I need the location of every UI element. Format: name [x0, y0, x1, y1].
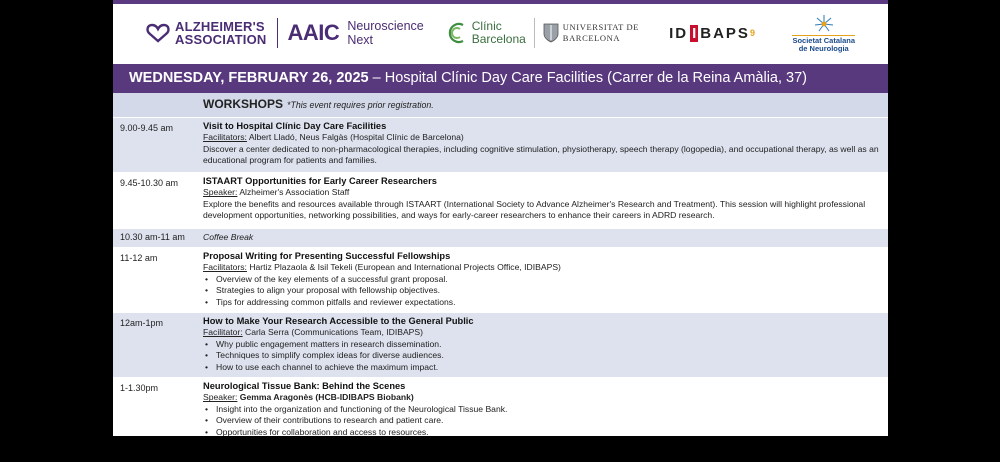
- top-purple-bar: [113, 0, 888, 4]
- idibaps-left: ID: [669, 24, 689, 42]
- alzheimers-association-logo: [145, 20, 267, 46]
- bullet-item: • Overview of their contributions to research and patient care.: [203, 415, 880, 426]
- scn-logo: [792, 13, 855, 54]
- agenda-document: [113, 0, 888, 436]
- session-time: 11-12 am: [120, 253, 158, 263]
- session-role: Facilitators:: [203, 132, 247, 143]
- bullet-item: • Overview of the key elements of a successful grant proposal.: [203, 274, 880, 285]
- aaic-sub2: Next: [347, 33, 374, 47]
- dandelion-icon: [813, 13, 835, 35]
- scn-line2: de Neurologia: [798, 44, 849, 53]
- alz-heart-icon: [145, 22, 171, 44]
- coffee-break-label: Coffee Break: [203, 232, 254, 242]
- session-title: ISTAART Opportunities for Early Career Researchers: [203, 176, 437, 186]
- bullet-item: • Opportunities for collaboration and access to resources.: [203, 427, 880, 436]
- bullet-item: • Strategies to align your proposal with fellowship objectives.: [203, 285, 880, 296]
- session-row: [113, 313, 888, 378]
- bullet-item: • Insight into the organization and functioning of the Neurological Tissue Bank.: [203, 404, 880, 415]
- session-people-line: [203, 262, 880, 273]
- aaic-logo: [288, 19, 424, 47]
- bullet-item: • How to use each channel to achieve the maximum impact.: [203, 362, 880, 373]
- alz-line1: ALZHEIMER'S: [175, 19, 265, 34]
- session-people-line: [203, 392, 880, 403]
- session-people-line: [203, 327, 880, 338]
- session-people-line: [203, 132, 880, 143]
- ub-line1: UNIVERSITAT DE: [562, 22, 640, 32]
- session-role: Facilitators:: [203, 262, 247, 273]
- session-time: 12am-1pm: [120, 318, 164, 328]
- session-time: 1-1.30pm: [120, 383, 159, 393]
- aaic-sub1: Neuroscience: [347, 19, 424, 33]
- session-description: Explore the benefits and resources available through ISTAART (International Society to Advance Alzheimer's Research and Treatment). This session will highlight professional development opportunities, networking possibilities, and ways for early-career researchers to enhance their careers in ADRD research.: [203, 198, 866, 221]
- day-header: [113, 64, 888, 93]
- coffee-break-row: [113, 229, 888, 248]
- bullet-item: • Why public engagement matters in research dissemination.: [203, 339, 880, 350]
- bullet-item: • Tips for addressing common pitfalls and reviewer expectations.: [203, 297, 880, 308]
- ub-crest-icon: [543, 23, 559, 43]
- session-row: [113, 378, 888, 436]
- logo-divider: [277, 18, 278, 48]
- session-time: 9.45-10.30 am: [120, 178, 179, 188]
- session-people-line: [203, 187, 880, 198]
- workshops-title: WORKSHOPS: [203, 97, 284, 111]
- session-people: Hartiz Plazaola & Isil Tekeli (European and International Projects Office, IDIBAPS): [246, 262, 561, 273]
- session-row: [113, 173, 888, 229]
- day-header-date: WEDNESDAY, FEBRUARY 26, 2025: [129, 70, 369, 86]
- idibaps-right: BAPS: [700, 24, 750, 42]
- session-people: Alzheimer's Association Staff: [237, 187, 350, 198]
- ub-logo: [543, 22, 639, 44]
- logo-divider: [534, 18, 535, 48]
- idibaps-logo: [669, 25, 757, 42]
- session-role: Facilitator:: [203, 327, 243, 338]
- session-title: How to Make Your Research Accessible to the General Public: [203, 316, 474, 326]
- session-row: [113, 248, 888, 313]
- session-people: Albert Lladó, Neus Falgàs (Hospital Clínic de Barcelona): [246, 132, 464, 143]
- aaic-name: AAIC: [287, 20, 340, 45]
- scn-line1: Societat Catalana: [792, 35, 855, 45]
- logo-banner: [139, 6, 861, 60]
- alz-line2: ASSOCIATION: [175, 32, 267, 47]
- idibaps-mid: I: [692, 24, 697, 42]
- session-row: [113, 118, 888, 173]
- day-header-location: – Hospital Clínic Day Care Facilities (Carrer de la Reina Amàlia, 37): [368, 70, 807, 86]
- workshops-note: *This event requires prior registration.: [287, 100, 434, 110]
- session-time: 10.30 am-11 am: [120, 232, 185, 242]
- session-title: Proposal Writing for Presenting Successful Fellowships: [203, 251, 451, 261]
- idibaps-sup: 9: [749, 28, 757, 38]
- workshops-header-row: [113, 93, 888, 118]
- session-title: Visit to Hospital Clínic Day Care Facilities: [203, 121, 387, 131]
- clinic-line2: Barcelona: [471, 32, 526, 46]
- session-time: 9.00-9.45 am: [120, 123, 174, 133]
- clinic-line1: Clínic: [471, 19, 502, 33]
- clinic-barcelona-logo: [446, 20, 526, 46]
- session-people: Carla Serra (Communications Team, IDIBAPS): [242, 327, 424, 338]
- session-title: Neurological Tissue Bank: Behind the Scenes: [203, 381, 406, 391]
- ub-line2: BARCELONA: [562, 33, 621, 43]
- session-people: Gemma Aragonès (HCB-IDIBAPS Biobank): [237, 392, 414, 403]
- session-role: Speaker:: [203, 392, 238, 403]
- session-description: Discover a center dedicated to non-pharmacological therapies, including cognitive stimulation, physiotherapy, speech therapy (logopedia), and occupational therapy, as well as an educational program for patients and families.: [203, 143, 879, 166]
- schedule: [113, 93, 888, 436]
- bullet-item: • Techniques to simplify complex ideas for diverse audiences.: [203, 350, 880, 361]
- session-role: Speaker:: [203, 187, 238, 198]
- clinic-c-icon: [446, 20, 468, 46]
